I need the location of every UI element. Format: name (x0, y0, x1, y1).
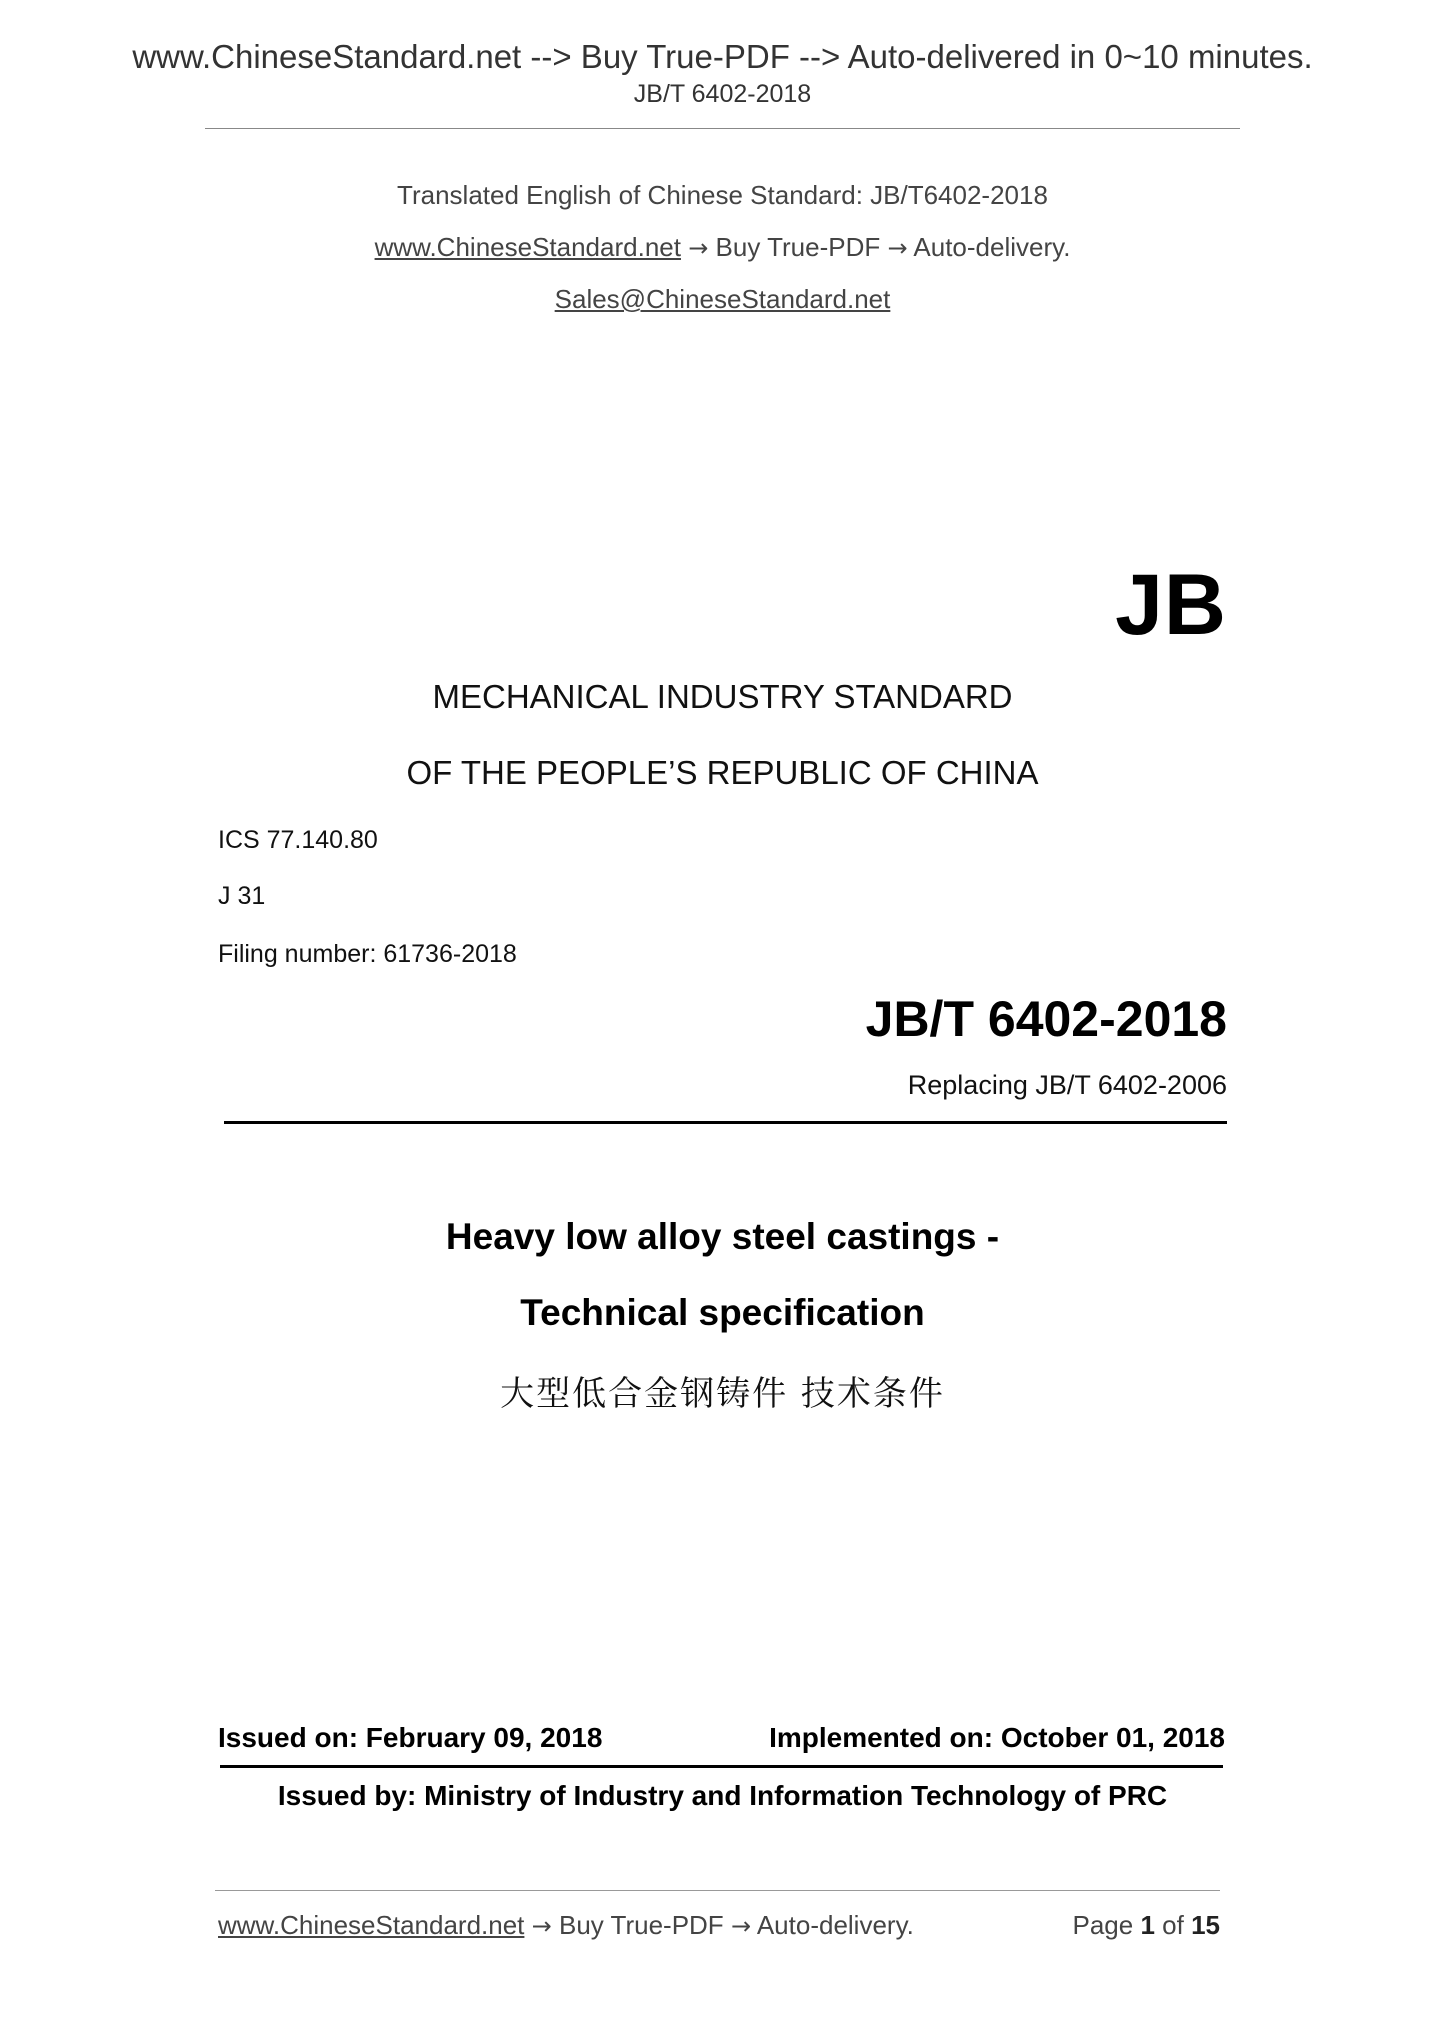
footer-divider (215, 1890, 1220, 1891)
top-banner: www.ChineseStandard.net --> Buy True-PDF --> Auto-delivered in 0~10 minutes. (132, 38, 1313, 75)
ics-code: ICS 77.140.80 (218, 826, 378, 854)
footer-auto-text: Auto-delivery. (756, 1910, 914, 1940)
standard-title-line1: MECHANICAL INDUSTRY STANDARD (432, 678, 1013, 715)
auto-delivery-text: Auto-delivery. (913, 232, 1071, 262)
sales-email-link[interactable]: Sales@ChineseStandard.net (554, 284, 891, 314)
page-indicator (1072, 1910, 1220, 1941)
footer-buy-line (218, 1910, 914, 1941)
implemented-on-date: Implemented on: October 01, 2018 (769, 1722, 1225, 1753)
footer-site-link[interactable]: www.ChineseStandard.net (218, 1910, 525, 1940)
title-en-line1: Heavy low alloy steel castings - (445, 1216, 1000, 1257)
issued-by: Issued by: Ministry of Industry and Information Technology of PRC (277, 1780, 1168, 1811)
page-total: 15 (1191, 1910, 1220, 1940)
title-en-line2: Technical specification (520, 1292, 925, 1333)
buy-text: Buy True-PDF (715, 232, 881, 262)
code-divider (224, 1121, 1227, 1124)
footer-buy-text: Buy True-PDF (558, 1910, 724, 1940)
sales-line (0, 284, 1445, 315)
standard-code: JB/T 6402-2018 (865, 991, 1227, 1047)
arrow-right-icon: → (887, 234, 908, 262)
issued-on-date: Issued on: February 09, 2018 (218, 1722, 603, 1753)
j-code: J 31 (218, 882, 266, 910)
arrow-right-icon: → (688, 234, 709, 262)
standard-title-line2: OF THE PEOPLE’S REPUBLIC OF CHINA (406, 754, 1039, 791)
header-divider (205, 128, 1240, 129)
header-doc-code: JB/T 6402-2018 (633, 80, 812, 108)
site-link[interactable]: www.ChineseStandard.net (374, 232, 681, 262)
title-cn: 大型低合金钢铸件 技术条件 (500, 1374, 945, 1414)
filing-number: Filing number: 61736-2018 (218, 940, 517, 968)
of-label: of (1162, 1910, 1184, 1940)
replacing-code: Replacing JB/T 6402-2006 (907, 1070, 1227, 1100)
issue-divider (220, 1765, 1223, 1768)
page-number: 1 (1140, 1910, 1155, 1940)
arrow-right-icon: → (531, 1912, 552, 1940)
buy-line (0, 232, 1445, 263)
page-label: Page (1072, 1910, 1134, 1940)
arrow-right-icon: → (730, 1912, 752, 1940)
translated-note: Translated English of Chinese Standard: JB/T6402-2018 (397, 180, 1048, 210)
jb-logo: JB (1115, 557, 1227, 653)
